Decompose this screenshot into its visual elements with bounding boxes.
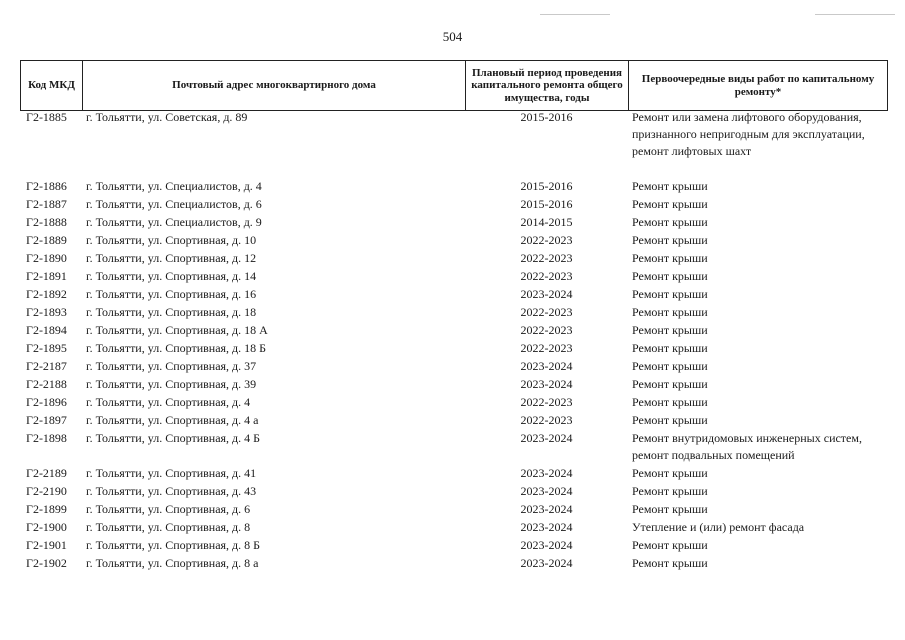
- row-period: 2022-2023: [520, 323, 573, 337]
- page-number: 504: [442, 29, 463, 44]
- row-works: Ремонт крыши: [632, 395, 708, 409]
- row-period: 2022-2023: [520, 413, 573, 427]
- row-period: 2014-2015: [520, 215, 573, 229]
- row-works: Ремонт крыши: [632, 197, 708, 211]
- row-address: г. Тольятти, ул. Спортивная, д. 4 Б: [86, 431, 261, 445]
- row-code: Г2-2189: [26, 466, 67, 480]
- row-code: Г2-1885: [26, 110, 67, 124]
- table-row: [20, 412, 888, 430]
- row-works: Ремонт крыши: [632, 233, 708, 247]
- table-row: [20, 465, 888, 483]
- table-row: [20, 250, 888, 268]
- row-address: г. Тольятти, ул. Спортивная, д. 39: [86, 377, 257, 391]
- table-row: [20, 286, 888, 304]
- row-code: Г2-2190: [26, 484, 67, 498]
- row-code: Г2-1901: [26, 538, 67, 552]
- table-row: [20, 555, 888, 573]
- row-works: Ремонт крыши: [632, 484, 708, 498]
- row-works: Ремонт крыши: [632, 502, 708, 516]
- table-row: [20, 322, 888, 340]
- row-code: Г2-1890: [26, 251, 67, 265]
- row-period: 2022-2023: [520, 269, 573, 283]
- row-period: 2023-2024: [520, 466, 573, 480]
- row-address: г. Тольятти, ул. Специалистов, д. 9: [86, 215, 262, 229]
- table-row: [20, 214, 888, 232]
- table-row: [20, 340, 888, 358]
- row-address: г. Тольятти, ул. Спортивная, д. 8 а: [86, 556, 259, 570]
- row-period: 2022-2023: [520, 305, 573, 319]
- table-row: [20, 519, 888, 537]
- row-works: Ремонт внутридомовых инженерных систем, ремонт подвальных помещений: [632, 431, 862, 462]
- row-works: Ремонт крыши: [632, 359, 708, 373]
- table-row: [20, 376, 888, 394]
- row-code: Г2-1899: [26, 502, 67, 516]
- row-address: г. Тольятти, ул. Спортивная, д. 4: [86, 395, 251, 409]
- row-works: Ремонт крыши: [632, 269, 708, 283]
- row-address: г. Тольятти, ул. Спортивная, д. 8 Б: [86, 538, 261, 552]
- row-address: г. Тольятти, ул. Спортивная, д. 4 а: [86, 413, 259, 427]
- row-code: Г2-1896: [26, 395, 67, 409]
- row-code: Г2-1897: [26, 413, 67, 427]
- row-address: г. Тольятти, ул. Спортивная, д. 37: [86, 359, 257, 373]
- row-address: г. Тольятти, ул. Спортивная, д. 18 А: [86, 323, 268, 337]
- row-period: 2022-2023: [520, 233, 573, 247]
- row-code: Г2-1886: [26, 179, 67, 193]
- row-address: г. Тольятти, ул. Спортивная, д. 6: [86, 502, 251, 516]
- row-period: 2023-2024: [520, 359, 573, 373]
- row-address: г. Тольятти, ул. Спортивная, д. 12: [86, 251, 257, 265]
- row-period: 2015-2016: [520, 179, 573, 193]
- row-works: Ремонт крыши: [632, 377, 708, 391]
- row-works: Ремонт крыши: [632, 538, 708, 552]
- row-code: Г2-1892: [26, 287, 67, 301]
- table-body: [20, 109, 888, 573]
- row-address: г. Тольятти, ул. Спортивная, д. 10: [86, 233, 257, 247]
- table-row: [20, 358, 888, 376]
- row-code: Г2-1900: [26, 520, 67, 534]
- table-row: [20, 501, 888, 519]
- row-period: 2023-2024: [520, 431, 573, 445]
- table-row: [20, 483, 888, 501]
- row-period: 2015-2016: [520, 110, 573, 124]
- row-period: 2023-2024: [520, 538, 573, 552]
- table-row: [20, 178, 888, 196]
- table-row: [20, 109, 888, 178]
- row-period: 2022-2023: [520, 395, 573, 409]
- row-works: Ремонт крыши: [632, 215, 708, 229]
- header-works: Первоочередные виды работ по капитальному ремонту*: [628, 61, 888, 110]
- row-works: Ремонт крыши: [632, 305, 708, 319]
- row-period: 2022-2023: [520, 251, 573, 265]
- row-code: Г2-1888: [26, 215, 67, 229]
- table-row: [20, 430, 888, 465]
- row-works: Ремонт крыши: [632, 287, 708, 301]
- row-address: г. Тольятти, ул. Специалистов, д. 4: [86, 179, 262, 193]
- row-code: Г2-1889: [26, 233, 67, 247]
- row-works: Ремонт крыши: [632, 323, 708, 337]
- row-code: Г2-2187: [26, 359, 67, 373]
- table-row: [20, 304, 888, 322]
- table-row: [20, 268, 888, 286]
- row-code: Г2-1893: [26, 305, 67, 319]
- row-address: г. Тольятти, ул. Спортивная, д. 8: [86, 520, 251, 534]
- row-code: Г2-1894: [26, 323, 67, 337]
- row-works: Ремонт крыши: [632, 556, 708, 570]
- row-period: 2022-2023: [520, 341, 573, 355]
- row-address: г. Тольятти, ул. Спортивная, д. 41: [86, 466, 257, 480]
- row-code: Г2-1895: [26, 341, 67, 355]
- row-code: Г2-1887: [26, 197, 67, 211]
- row-period: 2023-2024: [520, 287, 573, 301]
- row-address: г. Тольятти, ул. Спортивная, д. 18 Б: [86, 341, 267, 355]
- row-address: г. Тольятти, ул. Спортивная, д. 16: [86, 287, 257, 301]
- row-period: 2023-2024: [520, 377, 573, 391]
- row-address: г. Тольятти, ул. Советская, д. 89: [86, 110, 248, 124]
- scan-mark: [540, 14, 610, 15]
- table-row: [20, 232, 888, 250]
- table-header: [20, 60, 888, 111]
- header-code: Код МКД: [20, 61, 82, 110]
- table-row: [20, 537, 888, 555]
- row-code: Г2-1902: [26, 556, 67, 570]
- row-period: 2023-2024: [520, 520, 573, 534]
- row-code: Г2-2188: [26, 377, 67, 391]
- row-works: Ремонт крыши: [632, 413, 708, 427]
- row-period: 2015-2016: [520, 197, 573, 211]
- header-period: Плановый период проведения капитального ремонта общего имущества, годы: [465, 61, 628, 110]
- row-address: г. Тольятти, ул. Спортивная, д. 18: [86, 305, 257, 319]
- row-period: 2023-2024: [520, 556, 573, 570]
- row-works: Ремонт или замена лифтового оборудования, признанного непригодным для эксплуатации, ремонт лифтовых шахт: [632, 110, 865, 158]
- row-period: 2023-2024: [520, 484, 573, 498]
- row-period: 2023-2024: [520, 502, 573, 516]
- row-address: г. Тольятти, ул. Специалистов, д. 6: [86, 197, 262, 211]
- row-works: Ремонт крыши: [632, 179, 708, 193]
- row-works: Утепление и (или) ремонт фасада: [632, 520, 805, 534]
- row-code: Г2-1898: [26, 431, 67, 445]
- row-address: г. Тольятти, ул. Спортивная, д. 14: [86, 269, 257, 283]
- scan-mark: [815, 14, 895, 15]
- row-address: г. Тольятти, ул. Спортивная, д. 43: [86, 484, 257, 498]
- row-works: Ремонт крыши: [632, 466, 708, 480]
- row-works: Ремонт крыши: [632, 251, 708, 265]
- row-code: Г2-1891: [26, 269, 67, 283]
- header-address: Почтовый адрес многоквартирного дома: [82, 61, 465, 110]
- table-row: [20, 196, 888, 214]
- row-works: Ремонт крыши: [632, 341, 708, 355]
- table-row: [20, 394, 888, 412]
